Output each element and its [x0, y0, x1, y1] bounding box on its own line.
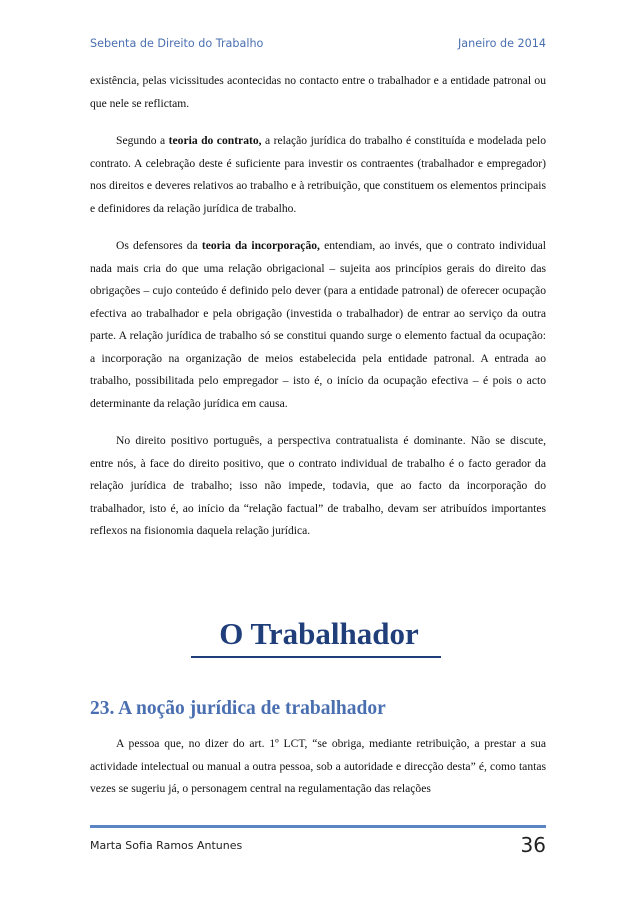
- paragraph-teoria-incorporacao: [90, 235, 546, 415]
- page-number: 36: [520, 833, 546, 857]
- paragraph-continuation: existência, pelas vicissitudes acontecidas no contacto entre o trabalhador e a entidade patronal ou que nele se reflictam.: [90, 74, 546, 110]
- paragraph-pre: Os defensores da: [116, 239, 202, 252]
- term-teoria-da-incorporacao: teoria da incorporação,: [201, 239, 320, 252]
- paragraph-teoria-contrato: [90, 130, 546, 220]
- page-footer: [90, 833, 546, 857]
- section-body: [90, 733, 546, 816]
- paragraph-post: a relação jurídica do trabalho é constituída e modelada pelo contrato. A celebração deste é suficiente para investir os contraentes (trabalhador e empregador) nos direitos e deveres relativos ao trabalho e à retribuição, que constituem os elementos principais e definidores da relação jurídica de trabalho.: [90, 134, 546, 215]
- chapter-title-underline: [191, 656, 441, 658]
- body-text: [90, 70, 546, 558]
- header-document-title: Sebenta de Direito do Trabalho: [90, 37, 264, 50]
- paragraph-direito-positivo: No direito positivo português, a perspectiva contratualista é dominante. Não se discute, entre nós, à face do direito positivo, que o contrato individual de trabalho é o facto gerador da relação jurídica de trabalho; isso não impede, todavia, que ao facto da incorporação do trabalhador, isto é, ao início da “relação factual” de trabalho, devam ser atribuídos importantes reflexos na fisionomia daquela relação jurídica.: [90, 434, 546, 537]
- footer-divider: [90, 825, 546, 828]
- footer-author: Marta Sofia Ramos Antunes: [90, 838, 243, 852]
- term-teoria-do-contrato: teoria do contrato,: [168, 134, 262, 147]
- page-header: [90, 37, 546, 50]
- section-heading: 23. A noção jurídica de trabalhador: [90, 698, 386, 719]
- paragraph-nocao-trabalhador: A pessoa que, no dizer do art. 1º LCT, “se obriga, mediante retribuição, a prestar a sua actividade intelectual ou manual a outra pessoa, sob a autoridade e direcção desta” é, como tantas vezes se sugeriu já, o personagem central na regulamentação das relações: [90, 737, 546, 795]
- paragraph-post: entendiam, ao invés, que o contrato individual nada mais cria do que uma relação obrigacional – sujeita aos princípios gerais do direito das obrigações – cujo conteúdo é definido pelo dever (para a entidade patronal) de oferecer ocupação efectiva ao trabalhador e pela obrigação (investida o trabalhador) de entrar ao serviço da outra parte. A relação jurídica de trabalho só se constitui quando surge o elemento factual da ocupação: a incorporação na organização de meios estabelecida pela entidade patronal. A entrada ao trabalho, possibilitada pelo empregador – isto é, o início da ocupação efectiva – é pois o acto determinante da relação jurídica em causa.: [90, 239, 546, 410]
- paragraph-pre: Segundo a: [116, 134, 169, 147]
- chapter-title: O Trabalhador: [219, 616, 419, 651]
- header-date: Janeiro de 2014: [457, 37, 546, 50]
